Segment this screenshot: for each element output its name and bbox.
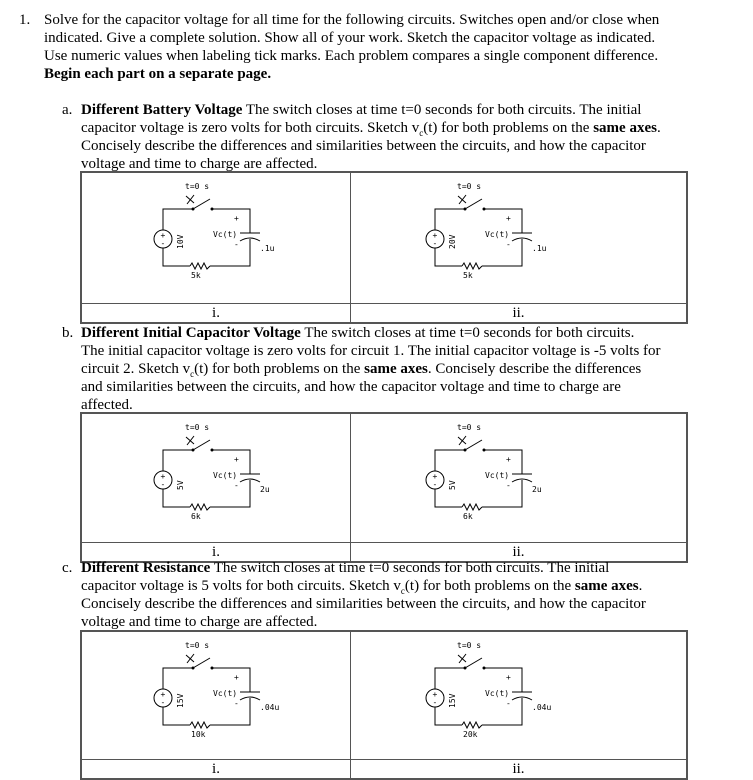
source-minus: - <box>432 239 438 248</box>
switch-terminal <box>192 667 195 670</box>
resistor-label: 5k <box>463 271 473 280</box>
resistor-icon <box>462 504 482 510</box>
cap-value-label: .04u <box>260 703 280 712</box>
resistor-icon <box>462 722 482 728</box>
cap-plus: + <box>234 673 239 682</box>
subscript: c <box>419 128 424 138</box>
part-b-line: affected. <box>81 397 133 413</box>
part-b-line: The initial capacitor voltage is zero volts for circuit 1. The initial capacitor voltage is -5 volts for <box>81 343 661 359</box>
switch-arrow-icon <box>458 195 466 204</box>
part-b-text: (t) for both problems on the <box>194 361 365 377</box>
source-minus: - <box>160 698 166 707</box>
switch-arrow-icon <box>458 654 466 663</box>
part-b-line <box>81 324 634 342</box>
cap-minus: - <box>506 481 511 490</box>
source-voltage-label: 20V <box>448 234 457 249</box>
cap-voltage-label: Vc(t) <box>213 230 238 239</box>
source-voltage-label: 5V <box>176 480 185 490</box>
part-c-title: Different Resistance <box>81 560 211 576</box>
switch-terminal <box>192 208 195 211</box>
source-voltage-label: 15V <box>176 693 185 708</box>
problem-text-line: Use numeric values when labeling tick marks. Each problem compares a single component difference. <box>44 48 659 64</box>
part-a-text: (t) for both problems on the <box>423 120 594 136</box>
part-a-line <box>81 101 641 119</box>
switch-terminal <box>211 208 214 211</box>
cap-voltage-label: Vc(t) <box>485 230 510 239</box>
circuit-table-b <box>80 412 688 563</box>
cap-plus: + <box>506 455 511 464</box>
resistor-label: 10k <box>191 730 206 739</box>
part-a-letter: a. <box>62 102 73 118</box>
switch-terminal <box>211 667 214 670</box>
switch-blade <box>465 440 482 450</box>
cap-plus: + <box>506 673 511 682</box>
part-a-text: The switch closes at time t=0 seconds for both circuits. The initial <box>242 102 642 118</box>
switch-terminal <box>483 667 486 670</box>
cap-minus: - <box>234 481 239 490</box>
part-c-text: The switch closes at time t=0 seconds for both circuits. The initial <box>210 560 610 576</box>
same-axes-bold: same axes <box>593 120 657 136</box>
switch-arrow-icon <box>186 654 194 663</box>
problem-number: 1. <box>19 12 31 28</box>
switch-blade <box>193 440 210 450</box>
rc-circuit-schematic <box>82 632 350 754</box>
switch-terminal <box>192 449 195 452</box>
part-a-title: Different Battery Voltage <box>81 102 243 118</box>
switch-blade <box>193 199 210 209</box>
circuit-table-c <box>80 630 688 780</box>
cap-minus: - <box>506 699 511 708</box>
problem-bold-instruction: Begin each part on a separate page. <box>44 66 272 82</box>
switch-time-label: t=0 s <box>185 641 210 650</box>
cap-voltage-label: Vc(t) <box>485 689 510 698</box>
part-c-line: Concisely describe the differences and similarities between the circuits, and how the capacitor <box>81 596 646 612</box>
cap-plus: + <box>234 455 239 464</box>
source-plus: + <box>432 690 438 699</box>
resistor-icon <box>190 263 210 269</box>
source-minus: - <box>160 480 166 489</box>
cap-minus: - <box>506 240 511 249</box>
rc-circuit-schematic <box>351 632 686 754</box>
source-plus: + <box>160 231 166 240</box>
source-minus: - <box>432 480 438 489</box>
part-b-line: and similarities between the circuits, and how the capacitor voltage and time to charge are <box>81 379 621 395</box>
circuit-label: i. <box>81 760 351 780</box>
part-b-text: circuit 2. Sketch v <box>81 361 191 377</box>
cap-value-label: .1u <box>260 244 275 253</box>
subscript: c <box>400 586 405 596</box>
switch-time-label: t=0 s <box>457 641 482 650</box>
circuit-label: ii. <box>351 543 688 563</box>
switch-terminal <box>464 449 467 452</box>
part-b-text: The switch closes at time t=0 seconds for both circuits. <box>300 325 635 341</box>
part-c-line: voltage and time to charge are affected. <box>81 614 318 630</box>
circuit-cell <box>81 631 351 760</box>
part-b-text: . Concisely describe the differences <box>427 361 642 377</box>
circuit-label: ii. <box>351 304 688 324</box>
part-a-text: . <box>656 120 661 136</box>
source-plus: + <box>432 231 438 240</box>
circuit-cell <box>351 631 688 760</box>
part-c-text: (t) for both problems on the <box>404 578 575 594</box>
cap-voltage-label: Vc(t) <box>213 689 238 698</box>
source-plus: + <box>432 472 438 481</box>
resistor-label: 6k <box>463 512 473 521</box>
switch-arrow-icon <box>458 436 466 445</box>
problem-text-line: Solve for the capacitor voltage for all time for the following circuits. Switches open and/or close when <box>44 12 660 28</box>
part-b-title: Different Initial Capacitor Voltage <box>81 325 301 341</box>
cap-plus: + <box>506 214 511 223</box>
switch-terminal <box>464 667 467 670</box>
resistor-label: 20k <box>463 730 478 739</box>
switch-time-label: t=0 s <box>457 182 482 191</box>
cap-minus: - <box>234 240 239 249</box>
part-c-text: capacitor voltage is 5 volts for both circuits. Sketch v <box>81 578 401 594</box>
source-plus: + <box>160 690 166 699</box>
part-a-text: capacitor voltage is zero volts for both circuits. Sketch v <box>81 120 420 136</box>
rc-circuit-schematic <box>82 414 350 537</box>
rc-circuit-schematic <box>351 414 686 537</box>
part-b-letter: b. <box>62 325 74 341</box>
switch-terminal <box>464 208 467 211</box>
same-axes-bold: same axes <box>574 578 639 594</box>
cap-minus: - <box>234 699 239 708</box>
switch-terminal <box>483 449 486 452</box>
part-a-line: voltage and time to charge are affected. <box>81 156 318 172</box>
source-voltage-label: 10V <box>176 234 185 249</box>
switch-time-label: t=0 s <box>185 423 210 432</box>
resistor-icon <box>190 722 210 728</box>
switch-blade <box>465 199 482 209</box>
resistor-label: 6k <box>191 512 201 521</box>
cap-value-label: .1u <box>532 244 547 253</box>
switch-time-label: t=0 s <box>457 423 482 432</box>
circuit-label: ii. <box>351 760 688 780</box>
circuit-cell <box>81 413 351 543</box>
cap-value-label: 2u <box>260 485 270 494</box>
rc-circuit-schematic <box>82 173 350 298</box>
resistor-icon <box>190 504 210 510</box>
rc-circuit-schematic <box>351 173 686 298</box>
circuit-label: i. <box>81 304 351 324</box>
part-c-letter: c. <box>62 560 73 576</box>
part-c-text: . <box>638 578 643 594</box>
circuit-table-a <box>80 171 688 324</box>
circuit-cell <box>351 413 688 543</box>
cap-plus: + <box>234 214 239 223</box>
switch-time-label: t=0 s <box>185 182 210 191</box>
switch-arrow-icon <box>186 195 194 204</box>
circuit-cell <box>81 172 351 304</box>
source-voltage-label: 15V <box>448 693 457 708</box>
cap-voltage-label: Vc(t) <box>485 471 510 480</box>
source-minus: - <box>432 698 438 707</box>
source-voltage-label: 5V <box>448 480 457 490</box>
cap-value-label: 2u <box>532 485 542 494</box>
same-axes-bold: same axes <box>364 361 428 377</box>
circuit-cell <box>351 172 688 304</box>
part-c-line <box>81 559 609 577</box>
part-a-line: Concisely describe the differences and similarities between the circuits, and how the capacitor <box>81 138 646 154</box>
problem-text-line: indicated. Give a complete solution. Show all of your work. Sketch the capacitor voltage as indicated. <box>44 30 656 46</box>
cap-voltage-label: Vc(t) <box>213 471 238 480</box>
circuit-label: i. <box>81 543 351 563</box>
resistor-icon <box>462 263 482 269</box>
subscript: c <box>190 369 195 379</box>
switch-arrow-icon <box>186 436 194 445</box>
switch-blade <box>465 658 482 668</box>
switch-terminal <box>211 449 214 452</box>
resistor-label: 5k <box>191 271 201 280</box>
source-plus: + <box>160 472 166 481</box>
switch-terminal <box>483 208 486 211</box>
switch-blade <box>193 658 210 668</box>
source-minus: - <box>160 239 166 248</box>
cap-value-label: .04u <box>532 703 552 712</box>
